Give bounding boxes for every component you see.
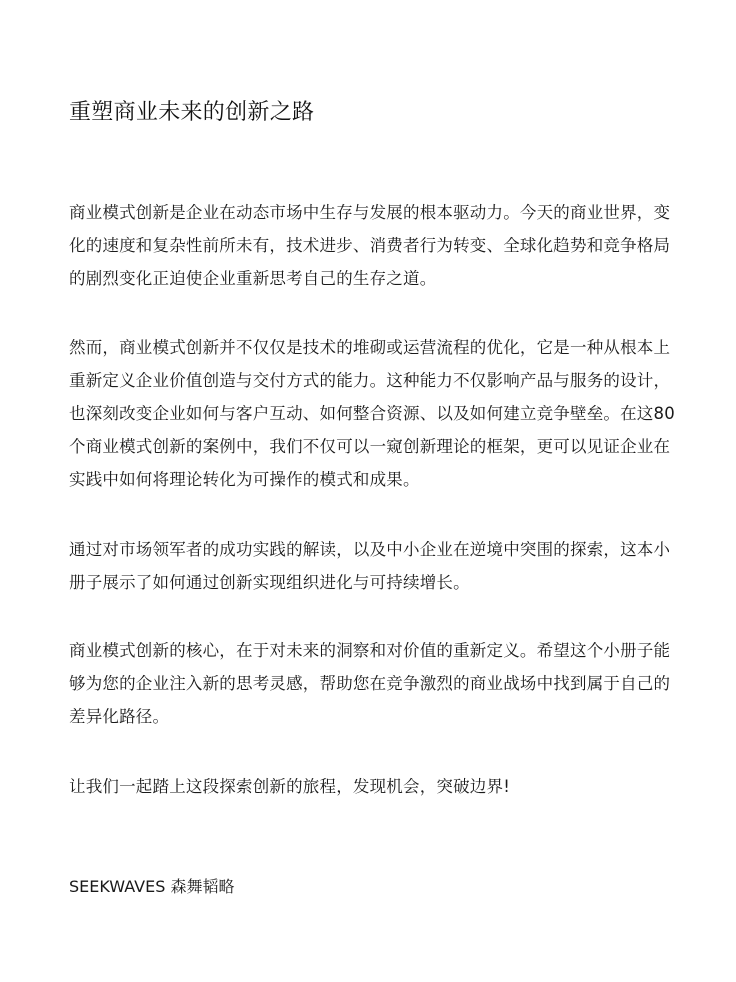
paragraph-intro: 商业模式创新是企业在动态市场中生存与发展的根本驱动力。今天的商业世界，变化的速度和复杂性前所未有，技术进步、消费者行为转变、全球化趋势和竞争格局的剧烈变化正迫使企业重新思考自己的生存之道。: [69, 203, 671, 288]
paragraph-booklet: 通过对市场领军者的成功实践的解读，以及中小企业在逆境中突围的探索，这本小册子展示了如何通过创新实现组织进化与可持续增长。: [69, 540, 671, 592]
signature: SEEKWAVES 森舞韬略: [69, 877, 235, 896]
paragraph-definition: 然而，商业模式创新并不仅仅是技术的堆砌或运营流程的优化，它是一种从根本上重新定义企业价值创造与交付方式的能力。这种能力不仅影响产品与服务的设计，也深刻改变企业如何与客户互动、如何整合资源、以及如何建立竞争壁垒。在这80个商业模式创新的案例中，我们不仅可以一窥创新理论的框架，更可以见证企业在实践中如何将理论转化为可操作的模式和成果。: [69, 338, 675, 489]
document-title: 重塑商业未来的创新之路: [69, 100, 315, 125]
paragraph-closing: 让我们一起踏上这段探索创新的旅程，发现机会，突破边界!: [69, 777, 511, 796]
paragraph-core: 商业模式创新的核心，在于对未来的洞察和对价值的重新定义。希望这个小册子能够为您的企业注入新的思考灵感，帮助您在竞争激烈的商业战场中找到属于自己的差异化路径。: [69, 641, 671, 726]
